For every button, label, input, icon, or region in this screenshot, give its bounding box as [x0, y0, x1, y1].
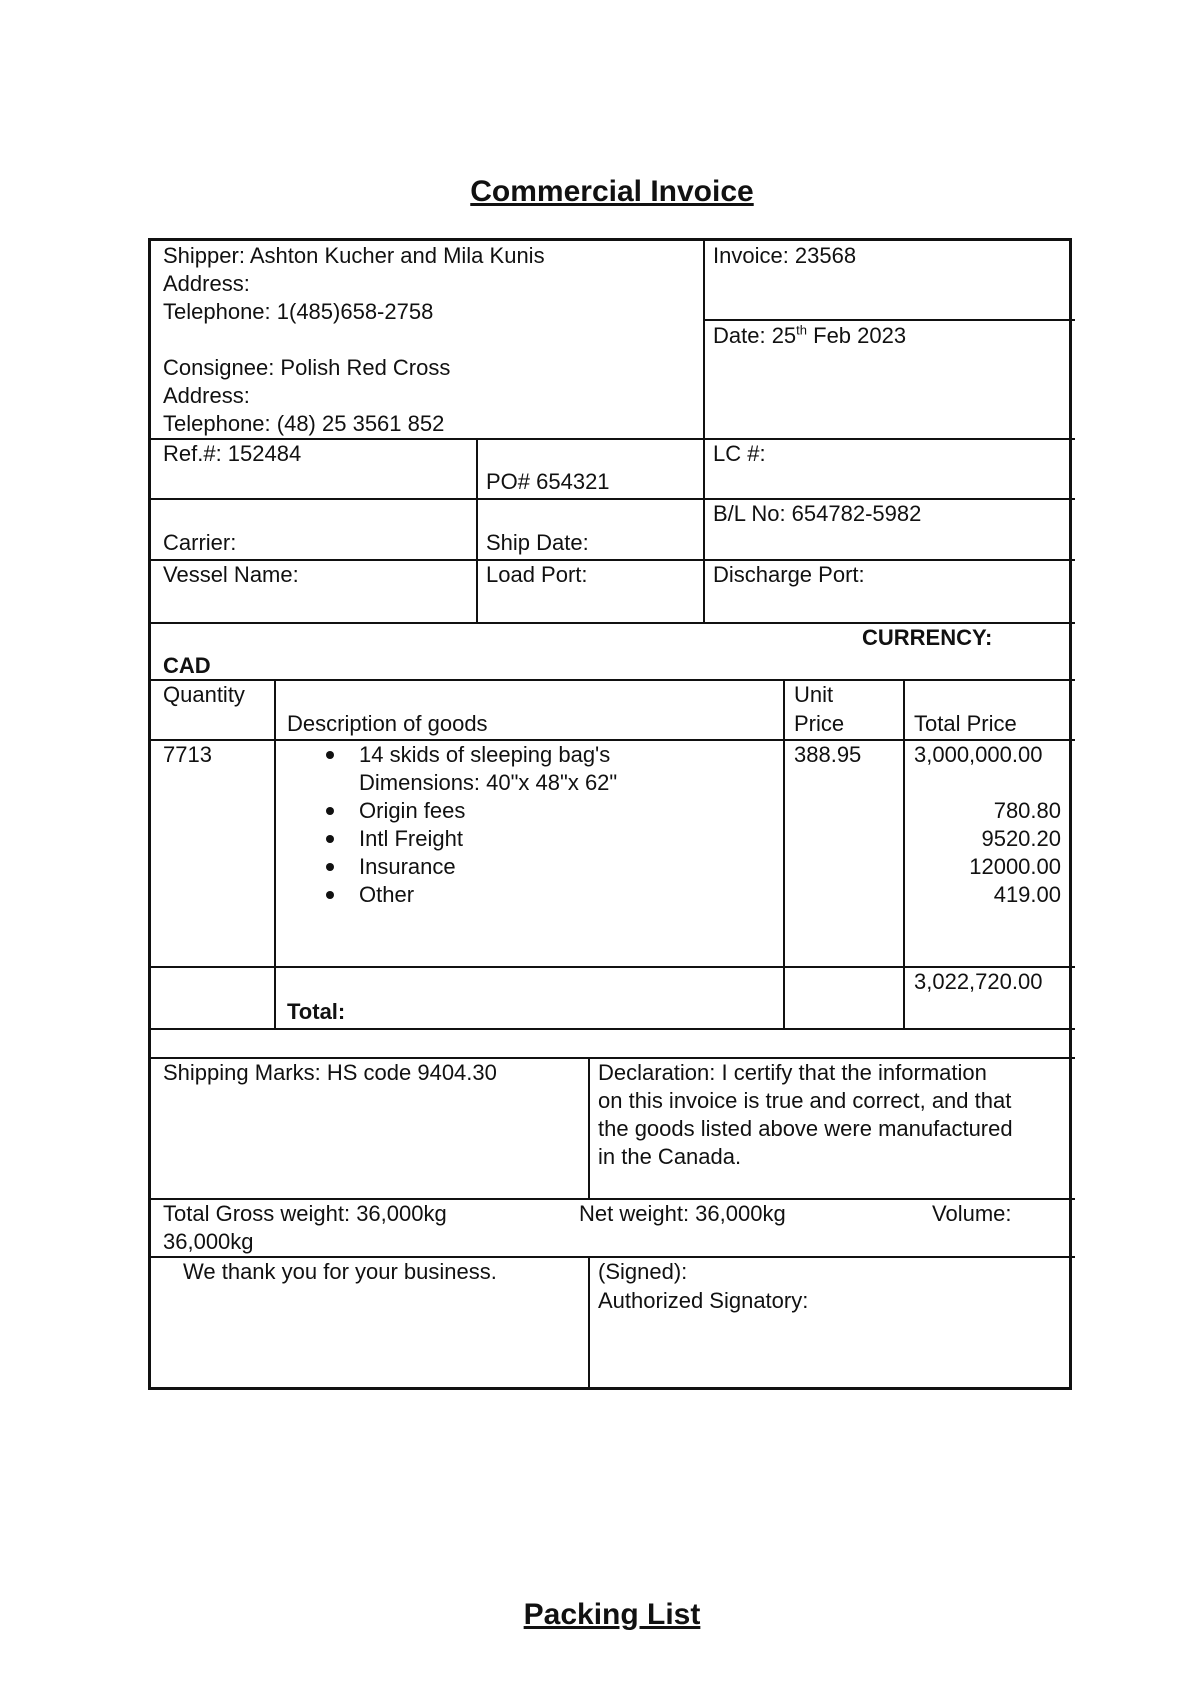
- goods-item: Insurance: [275, 853, 783, 881]
- unit-price-value: 388.95: [794, 742, 862, 767]
- shipper-name: Shipper: Ashton Kucher and Mila Kunis: [163, 243, 545, 268]
- price-list: [905, 741, 1061, 909]
- currency-label: CURRENCY:: [862, 625, 993, 650]
- divider: [588, 1057, 590, 1198]
- divider: [783, 679, 785, 1028]
- declaration: [598, 1059, 1013, 1171]
- shipping-marks: Shipping Marks: HS code 9404.30: [163, 1060, 497, 1085]
- shipper-telephone: Telephone: 1(485)658-2758: [163, 299, 434, 324]
- declaration-line: on this invoice is true and correct, and that: [598, 1088, 1012, 1113]
- divider: [151, 1028, 1075, 1030]
- goods-item: Other: [275, 881, 783, 909]
- bl-number: B/L No: 654782-5982: [713, 501, 922, 526]
- line-price: [905, 769, 1061, 797]
- net-weight: Net weight: 36,000kg: [579, 1201, 786, 1226]
- ship-date: Ship Date:: [486, 530, 589, 555]
- consignee-name: Consignee: Polish Red Cross: [163, 355, 451, 380]
- divider: [588, 1256, 590, 1390]
- goods-item: Intl Freight: [275, 825, 783, 853]
- divider: [151, 679, 1075, 681]
- gross-weight: Total Gross weight: 36,000kg: [163, 1201, 447, 1226]
- header-description: Description of goods: [287, 711, 488, 736]
- header-total-price: Total Price: [914, 711, 1017, 736]
- vessel-name: Vessel Name:: [163, 562, 299, 587]
- lc-number: LC #:: [713, 441, 766, 466]
- ref-number: Ref.#: 152484: [163, 441, 302, 466]
- declaration-line: the goods listed above were manufactured: [598, 1116, 1013, 1141]
- invoice-table: [148, 238, 1072, 1390]
- declaration-line: in the Canada.: [598, 1144, 742, 1169]
- consignee-address: Address:: [163, 383, 250, 408]
- invoice-number: Invoice: 23568: [713, 243, 857, 268]
- carrier: Carrier:: [163, 530, 237, 555]
- total-label: Total:: [287, 999, 346, 1024]
- volume-label: Volume:: [932, 1201, 1012, 1226]
- thank-you-note: We thank you for your business.: [183, 1259, 497, 1284]
- divider: [703, 241, 705, 622]
- po-number: PO# 654321: [486, 469, 610, 494]
- invoice-date: Date: 25th Feb 2023: [713, 322, 907, 348]
- divider: [476, 438, 478, 622]
- volume-value: 36,000kg: [163, 1229, 254, 1254]
- authorized-signatory: Authorized Signatory:: [598, 1288, 809, 1313]
- load-port: Load Port:: [486, 562, 588, 587]
- currency-value: CAD: [163, 653, 211, 678]
- header-price: Price: [794, 711, 845, 736]
- header-quantity: Quantity: [163, 682, 245, 707]
- line-price: 12000.00: [969, 854, 1061, 879]
- shipper-address: Address:: [163, 271, 250, 296]
- total-value: 3,022,720.00: [914, 969, 1043, 994]
- line-price: 419.00: [993, 882, 1061, 907]
- page-title: Commercial Invoice: [470, 175, 754, 208]
- packing-list-title: Packing List: [523, 1598, 701, 1631]
- goods-list: [275, 741, 783, 909]
- header-unit: Unit: [794, 682, 834, 707]
- quantity-value: 7713: [163, 742, 212, 767]
- signed-label: (Signed):: [598, 1259, 688, 1284]
- line-price: 3,000,000.00: [914, 742, 1043, 767]
- divider: [151, 498, 1075, 500]
- line-price: 780.80: [993, 798, 1061, 823]
- divider: [703, 319, 1075, 321]
- line-price: 9520.20: [981, 826, 1061, 851]
- declaration-line: Declaration: I certify that the information: [598, 1060, 987, 1085]
- discharge-port: Discharge Port:: [713, 562, 865, 587]
- consignee-telephone: Telephone: (48) 25 3561 852: [163, 411, 445, 436]
- goods-item: Origin fees: [275, 797, 783, 825]
- goods-item: 14 skids of sleeping bag's: [275, 741, 783, 769]
- goods-item: Dimensions: 40"x 48"x 62": [359, 770, 618, 795]
